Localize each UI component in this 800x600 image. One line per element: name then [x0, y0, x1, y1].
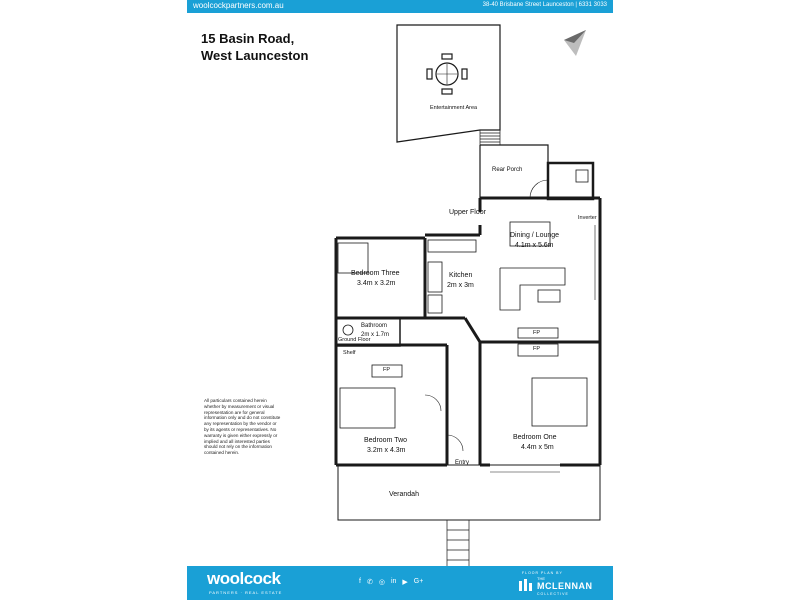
label-verandah: Verandah: [389, 491, 419, 498]
mclennan-logo-icon: [519, 579, 533, 591]
disclaimer-text: All particulars contained herein whether by measurement or visual representation are for general information only and do not constitute any representation by the vendor or by its agents or representatives. No warranty is given either expressly or implied and all interested parties should not rely on the information contained herein.: [204, 398, 281, 456]
deck-stairs: [480, 130, 500, 145]
label-bed3-size: 3.4m x 3.2m: [357, 280, 396, 287]
label-rear-porch: Rear Porch: [492, 167, 523, 173]
youtube-icon[interactable]: ▶: [402, 579, 408, 586]
partner-top: THE: [537, 576, 545, 581]
footer-bar: [187, 566, 613, 600]
label-fp-upper: FP: [533, 330, 541, 336]
label-inverter: Inverter: [578, 215, 597, 221]
label-bed3-name: Bedroom Three: [351, 270, 400, 277]
twitter-icon[interactable]: ✆: [366, 579, 373, 586]
label-kitchen-size: 2m x 3m: [447, 282, 474, 289]
property-title-line1: 15 Basin Road,: [201, 31, 295, 46]
label-fp-bed2: FP: [383, 367, 391, 373]
label-kitchen-name: Kitchen: [449, 272, 473, 279]
partner-pretext: FLOOR PLAN BY: [522, 571, 563, 575]
instagram-icon[interactable]: ◎: [378, 579, 385, 586]
sofa: [500, 268, 565, 310]
brand-logo[interactable]: woolcock: [207, 569, 281, 588]
property-title-line2: West Launceston: [201, 48, 309, 63]
facebook-icon[interactable]: f: [359, 578, 361, 585]
label-bath-size: 2m x 1.7m: [361, 332, 390, 338]
verandah: [338, 465, 600, 520]
entertainment-area: [397, 25, 500, 142]
label-bed2-name: Bedroom Two: [364, 437, 408, 444]
label-ground-floor: Ground Floor: [338, 337, 371, 343]
social-links: [359, 578, 423, 586]
linkedin-icon[interactable]: in: [390, 578, 397, 585]
label-shelf: Shelf: [343, 350, 356, 356]
label-entry: Entry: [455, 460, 470, 466]
partner-name[interactable]: MCLENNAN: [537, 581, 593, 591]
label-bed2-size: 3.2m x 4.3m: [367, 447, 406, 454]
label-bath-name: Bathroom: [361, 323, 388, 329]
label-bed1-name: Bedroom One: [513, 434, 557, 441]
label-dining-name: Dining / Lounge: [510, 232, 560, 239]
partner-bottom: COLLECTIVE: [537, 592, 569, 596]
office-address: 38-40 Brisbane Street Launceston | 6331 3033: [482, 2, 607, 8]
brand-subtitle: PARTNERS · REAL ESTATE: [209, 590, 283, 595]
label-bed1-size: 4.4m x 5m: [521, 444, 554, 451]
googleplus-icon[interactable]: G+: [413, 578, 424, 585]
label-fp-bed1: FP: [533, 346, 541, 352]
label-entertainment: Entertainment Area: [430, 105, 478, 111]
label-upper-floor: Upper Floor: [449, 209, 486, 216]
label-dining-size: 4.1m x 5.6m: [515, 242, 554, 249]
website-link[interactable]: woolcockpartners.com.au: [193, 1, 284, 10]
